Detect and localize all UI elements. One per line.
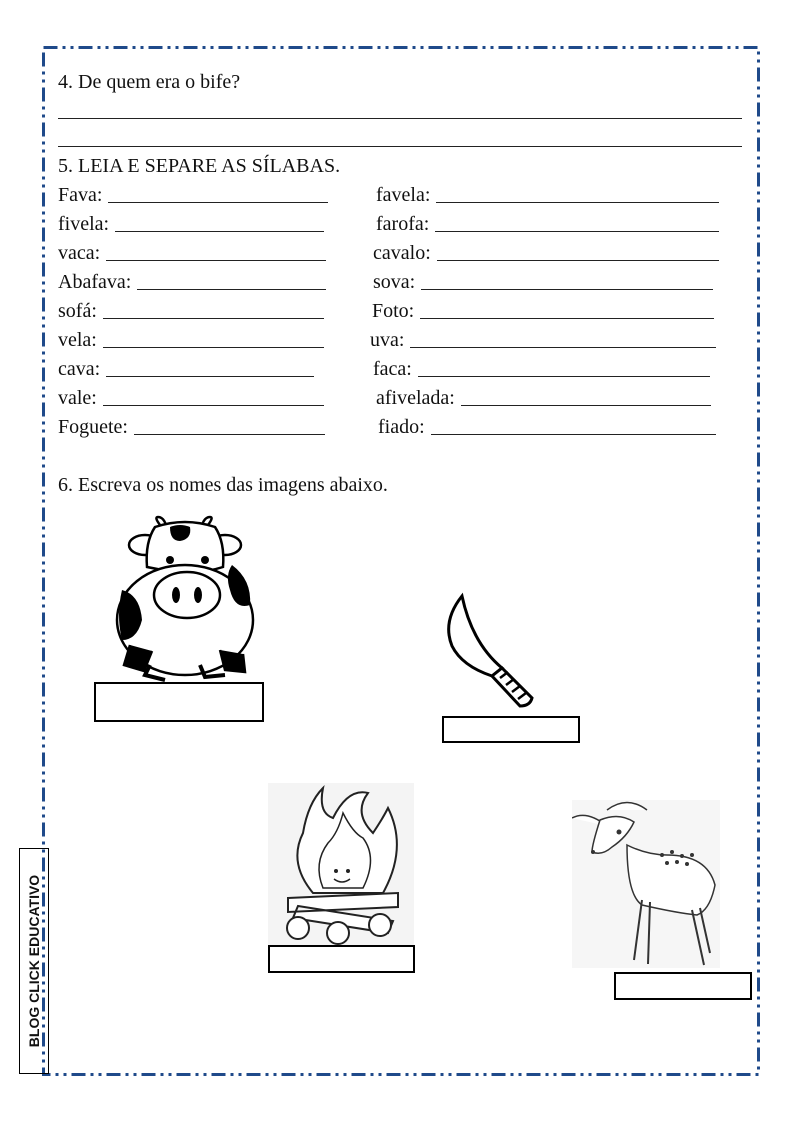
word-label: fivela: [58,213,110,235]
syllable-row [58,299,728,325]
word-label: vale: [58,387,97,409]
syllable-item [58,212,324,236]
syllable-row [58,415,728,441]
syllable-answer-blank[interactable] [420,318,714,319]
question-6-title: 6. Escreva os nomes das imagens abaixo. [58,474,388,496]
syllable-item [58,386,324,410]
syllable-answer-blank[interactable] [103,347,324,348]
question-5-title: 5. LEIA E SEPARE AS SÍLABAS. [58,155,341,177]
word-label: sova: [373,271,416,293]
syllable-answer-blank[interactable] [103,318,324,319]
blog-label [19,848,49,1074]
word-label: Fava: [58,184,103,206]
syllable-item [58,299,324,323]
syllable-item [370,328,716,352]
syllable-answer-blank[interactable] [437,260,719,261]
word-label: vela: [58,329,97,351]
cow-answer-box[interactable] [94,682,264,722]
syllable-row [58,212,728,238]
syllable-answer-blank[interactable] [435,231,719,232]
syllable-item [376,212,719,236]
syllable-answer-blank[interactable] [115,231,324,232]
word-label: uva: [370,329,405,351]
syllable-item [58,183,328,207]
syllable-answer-blank[interactable] [418,376,710,377]
syllable-answer-blank[interactable] [410,347,716,348]
syllable-answer-blank[interactable] [106,376,314,377]
syllable-row [58,357,728,383]
syllable-item [373,270,713,294]
cow-image [110,515,260,685]
campfire-image [268,783,414,945]
syllable-item [372,299,714,323]
syllable-item [373,357,710,381]
blog-label-text: BLOG CLICK EDUCATIVO [26,874,42,1048]
fawn-answer-box[interactable] [614,972,752,1000]
question-4-title: 4. De quem era o bife? [58,71,241,93]
word-label: sofá: [58,300,97,322]
knife-answer-box[interactable] [442,716,580,743]
syllable-item [58,415,325,439]
syllable-answer-blank[interactable] [461,405,711,406]
campfire-answer-box[interactable] [268,945,415,973]
word-label: favela: [376,184,431,206]
word-label: faca: [373,358,412,380]
syllable-row [58,328,728,354]
word-label: afivelada: [376,387,455,409]
syllable-answer-blank[interactable] [137,289,326,290]
word-label: Abafava: [58,271,132,293]
word-label: fiado: [378,416,425,438]
syllable-row [58,270,728,296]
fawn-image [572,800,720,968]
syllable-answer-blank[interactable] [103,405,324,406]
syllable-answer-blank[interactable] [431,434,716,435]
word-label: farofa: [376,213,430,235]
answer-line-2[interactable] [58,146,742,147]
word-label: Foto: [372,300,415,322]
syllable-item [58,328,324,352]
word-label: vaca: [58,242,101,264]
word-label: cava: [58,358,101,380]
syllable-item [58,270,326,294]
syllable-item [58,241,326,265]
syllable-row [58,386,728,412]
syllable-item [378,415,716,439]
syllable-answer-blank[interactable] [106,260,326,261]
word-label: Foguete: [58,416,128,438]
syllable-answer-blank[interactable] [134,434,325,435]
syllable-item [376,183,719,207]
syllable-row [58,241,728,267]
syllable-answer-blank[interactable] [436,202,719,203]
answer-line-1[interactable] [58,118,742,119]
syllable-row [58,183,728,209]
syllable-item [376,386,711,410]
syllable-answer-blank[interactable] [421,289,713,290]
syllable-answer-blank[interactable] [108,202,328,203]
syllable-item [373,241,719,265]
word-label: cavalo: [373,242,431,264]
syllable-item [58,357,314,381]
knife-image [440,590,540,710]
